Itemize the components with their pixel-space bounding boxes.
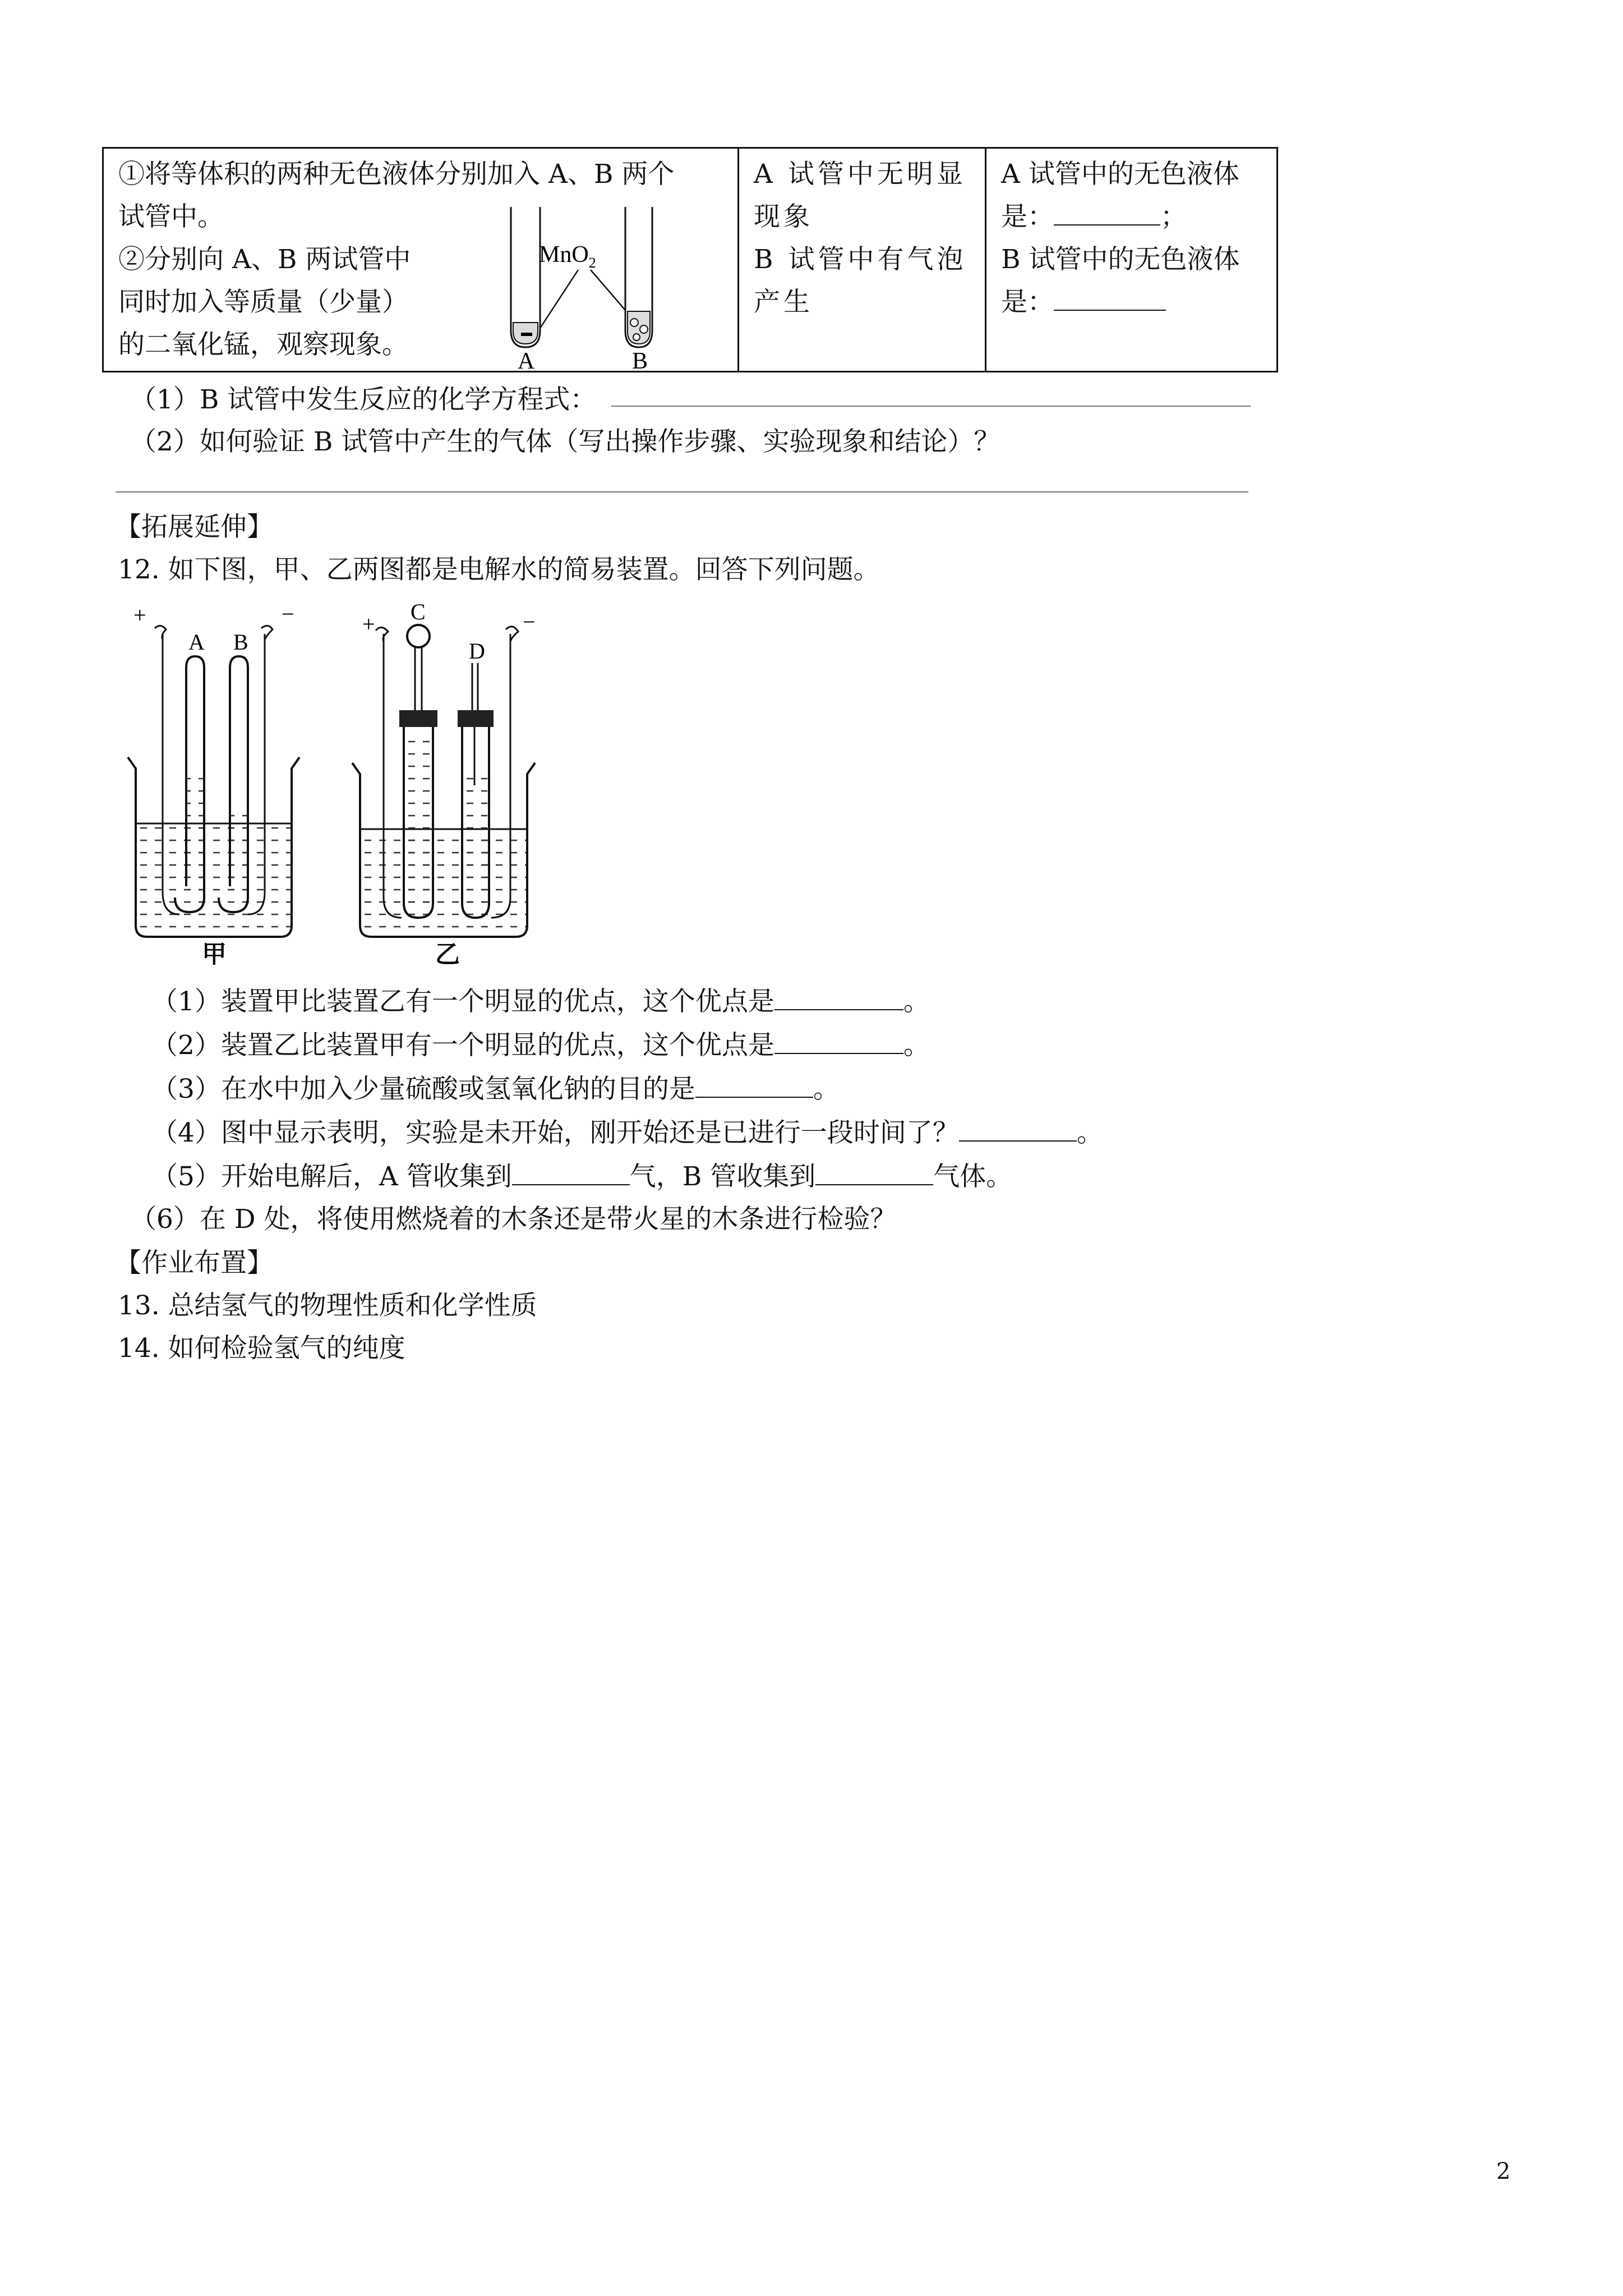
mno2-label: MnO$_2$ bbox=[539, 242, 596, 271]
procedure-line-4: 同时加入等质量（少量） bbox=[118, 287, 408, 318]
jia-caption: 甲 bbox=[202, 941, 227, 965]
apparatus-yi bbox=[352, 600, 536, 965]
yi-minus-sign: − bbox=[523, 609, 536, 634]
jia-label-a: A bbox=[188, 629, 205, 655]
electrolysis-figure bbox=[123, 600, 561, 965]
conclusion-line-4: 是： bbox=[1001, 281, 1262, 324]
yi-caption: 乙 bbox=[435, 941, 460, 965]
answer-blank-q12-2[interactable] bbox=[774, 1032, 903, 1054]
answer-blank-q12-5a[interactable] bbox=[512, 1163, 630, 1185]
q13: 13. 总结氢气的物理性质和化学性质 bbox=[118, 1290, 537, 1321]
q12-stem: 12. 如下图，甲、乙两图都是电解水的简易装置。回答下列问题。 bbox=[118, 554, 880, 585]
q12-part5: （5）开始电解后，A 管收集到 气，B 管收集到 气体。 bbox=[151, 1161, 1013, 1192]
procedure-line-3: ②分别向 A、B 两试管中 bbox=[118, 244, 411, 275]
answer-blank-q12-4[interactable] bbox=[959, 1119, 1077, 1142]
svg-text:▬: ▬ bbox=[521, 326, 532, 339]
q11-part1: （1）B 试管中发生反应的化学方程式： bbox=[130, 384, 597, 415]
conclusion-line-3: B 试管中的无色液体 bbox=[1001, 244, 1240, 275]
procedure-line-5: 的二氧化锰，观察现象。 bbox=[118, 329, 408, 360]
q12-part2: （2）装置乙比装置甲有一个明显的优点，这个优点是 。 bbox=[151, 1030, 930, 1061]
yi-label-c: C bbox=[411, 600, 426, 624]
answer-blank-q12-3[interactable] bbox=[695, 1075, 813, 1098]
q12-part3: （3）在水中加入少量硫酸或氢氧化钠的目的是 。 bbox=[151, 1074, 840, 1105]
yi-plus-sign: + bbox=[362, 611, 375, 637]
jia-plus-sign: + bbox=[133, 602, 146, 628]
answer-blank-b-liquid[interactable] bbox=[1054, 288, 1166, 311]
answer-blank-a-liquid[interactable] bbox=[1054, 203, 1160, 226]
apparatus-jia bbox=[128, 601, 299, 965]
jia-minus-sign: − bbox=[282, 601, 294, 627]
section-extension: 【拓展延伸】 bbox=[115, 512, 273, 542]
procedure-line-2: 试管中。 bbox=[118, 201, 224, 232]
phenomenon-line-2: 现象 bbox=[754, 201, 813, 232]
yi-label-d: D bbox=[469, 638, 485, 664]
experiment-table bbox=[102, 147, 1278, 372]
page-number: 2 bbox=[1496, 2159, 1511, 2184]
q12-part4: （4）图中显示表明，实验是未开始，刚开始还是已进行一段时间了？ 。 bbox=[151, 1117, 1103, 1148]
conclusion-line-2: 是： ； bbox=[1001, 201, 1187, 232]
phenomenon-cell bbox=[739, 148, 986, 372]
q12-part6: （6）在 D 处，将使用燃烧着的木条还是带火星的木条进行检验？ bbox=[130, 1204, 897, 1235]
test-tube-diagram bbox=[478, 200, 663, 369]
jia-label-b: B bbox=[233, 629, 248, 655]
conclusion-cell bbox=[986, 148, 1278, 372]
phenomenon-line-4: 产生 bbox=[754, 287, 813, 318]
answer-line-verify-gas[interactable] bbox=[116, 491, 1248, 493]
answer-blank-q12-5b[interactable] bbox=[815, 1163, 933, 1185]
answer-line-equation[interactable] bbox=[611, 406, 1251, 407]
q11-part2: （2）如何验证 B 试管中产生的气体（写出操作步骤、实验现象和结论）？ bbox=[130, 426, 1000, 457]
section-homework: 【作业布置】 bbox=[115, 1248, 273, 1278]
answer-blank-q12-1[interactable] bbox=[774, 988, 903, 1010]
procedure-cell bbox=[103, 148, 739, 372]
q12-part1: （1）装置甲比装置乙有一个明显的优点，这个优点是 。 bbox=[151, 986, 930, 1017]
phenomenon-line-1: A 试管中无明显 bbox=[754, 159, 966, 190]
phenomenon-line-3: B 试管中有气泡 bbox=[754, 244, 967, 275]
conclusion-line-1: A 试管中的无色液体 bbox=[1001, 159, 1239, 190]
q14: 14. 如何检验氢气的纯度 bbox=[118, 1333, 405, 1364]
procedure-line-1: ①将等体积的两种无色液体分别加入 A、B 两个 bbox=[118, 159, 675, 190]
tube-b-label: B bbox=[632, 348, 648, 369]
tube-a-label: A bbox=[518, 348, 535, 369]
